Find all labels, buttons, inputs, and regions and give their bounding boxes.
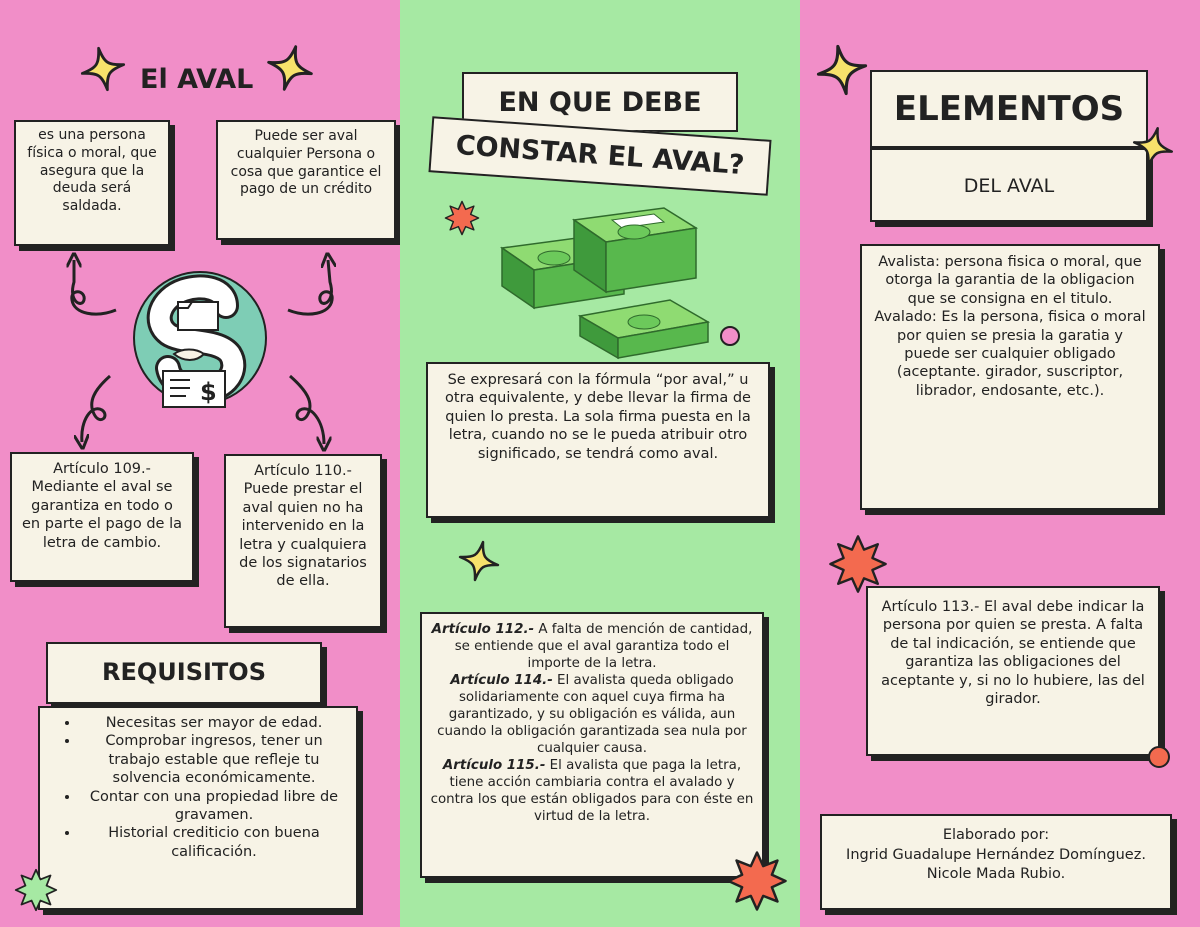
credits-label: Elaborado por:: [942, 827, 1050, 843]
who-can-be-box: [216, 120, 396, 240]
star-icon: [454, 536, 504, 586]
article-113-box: [866, 586, 1160, 756]
article-112: [430, 621, 754, 672]
money-stack-icon: [494, 196, 718, 366]
who-can-be-text: Puede ser aval cualquier Persona o cosa que garantice el pago de un crédito: [230, 128, 382, 198]
definition-text: es una persona física o moral, que asegura que la deuda será saldada.: [27, 127, 157, 215]
article-110-box: [224, 454, 382, 628]
middle-title-line2: CONSTAR EL AVAL?: [454, 129, 746, 182]
left-panel: [0, 0, 400, 927]
elementos-subtitle: DEL AVAL: [963, 175, 1055, 197]
requisito-item: • Necesitas ser mayor de edad.: [80, 714, 348, 732]
article-112-label: Artículo 112.-: [431, 622, 535, 637]
curly-arrow-icon: [66, 372, 126, 452]
elementos-definitions-box: [860, 244, 1160, 510]
requisito-item: • Contar con una propiedad libre de gravamen.: [80, 788, 348, 825]
article-109-box: [10, 452, 194, 582]
star-icon: [76, 42, 131, 97]
curly-arrow-icon: [278, 252, 348, 322]
articles-box: [420, 612, 764, 878]
star-icon: [444, 200, 480, 236]
star-icon: [14, 868, 58, 912]
article-109-text: Artículo 109.- Mediante el aval se garantiza en todo o en parte el pago de la letra de cambio.: [22, 461, 182, 551]
author-name: Ingrid Guadalupe Hernández Domínguez.: [846, 846, 1146, 863]
definition-box: [14, 120, 170, 246]
article-114-text: El avalista queda obligado solidariamente con aquel cuya firma ha garantizado, y su obligación es válida, aun cuando la obligación garantizada sea nula por cualquier causa.: [437, 673, 747, 757]
requisito-item: • Comprobar ingresos, tener un trabajo estable que refleje tu solvencia económicamente.: [80, 732, 348, 787]
star-icon: [812, 40, 872, 100]
left-title: El AVAL: [140, 64, 254, 95]
avalado-text: Avalado: Es la persona, fisica o moral por quien se presia la garatia y puede ser cualquier obligado (aceptante. girador, suscriptor, librador, endosante, etc.).: [874, 309, 1146, 399]
formula-text: Se expresará con la fórmula “por aval,” u otra equivalente, y debe llevar la firma de quien lo presta. La sola firma puesta en la letra, cuando no se le pueda atribuir otro significado, se tendrá como aval.: [445, 372, 751, 462]
curly-arrow-icon: [56, 252, 126, 322]
article-112-text: A falta de mención de cantidad, se entiende que el aval garantiza todo el importe de la letra.: [454, 622, 753, 672]
credits-box: [820, 814, 1172, 910]
star-icon: [726, 850, 788, 912]
article-113-text: Artículo 113.- El aval debe indicar la persona por quien se presta. A falta de tal indicación, se entiende que garantiza las obligaciones del aceptante y, si no lo hubiere, las del girador.: [881, 599, 1145, 708]
article-115-label: Artículo 115.-: [442, 758, 546, 774]
middle-panel: [400, 0, 800, 927]
right-panel: [800, 0, 1200, 927]
elementos-subtitle-box: [870, 148, 1148, 222]
star-icon: [261, 39, 320, 98]
article-114-label: Artículo 114.-: [450, 673, 553, 689]
article-115-text: El avalista que paga la letra, tiene acción cambiaria contra el avalado y contra los que están obligados para con éste en virtud de la letra.: [430, 758, 754, 825]
star-icon: [828, 534, 888, 594]
article-114: [430, 672, 754, 757]
decor-dot: [718, 324, 742, 348]
middle-title-line1: EN QUE DEBE: [498, 87, 702, 118]
requisito-item: • Historial crediticio con buena calificación.: [80, 824, 348, 861]
requisitos-title-box: [46, 642, 322, 704]
formula-box: [426, 362, 770, 518]
dollar-document-icon: [162, 370, 226, 408]
decor-dot: [1146, 744, 1172, 770]
article-115: [430, 757, 754, 825]
elementos-title-box: [870, 70, 1148, 148]
elementos-title: ELEMENTOS: [893, 89, 1125, 129]
avalista-text: Avalista: persona fisica o moral, que otorga la garantia de la obligacion que se consigna en el titulo.: [878, 254, 1142, 307]
requisitos-list: [40, 708, 356, 865]
curly-arrow-icon: [282, 372, 342, 452]
author-name: Nicole Mada Rubio.: [926, 866, 1066, 883]
requisitos-list-box: [38, 706, 358, 910]
article-110-text: Artículo 110.- Puede prestar el aval quien no ha intervenido en la letra y cualquiera de los signatarios de ella.: [239, 463, 367, 590]
requisitos-title: REQUISITOS: [102, 658, 266, 686]
svg-text:$: $: [200, 378, 217, 406]
